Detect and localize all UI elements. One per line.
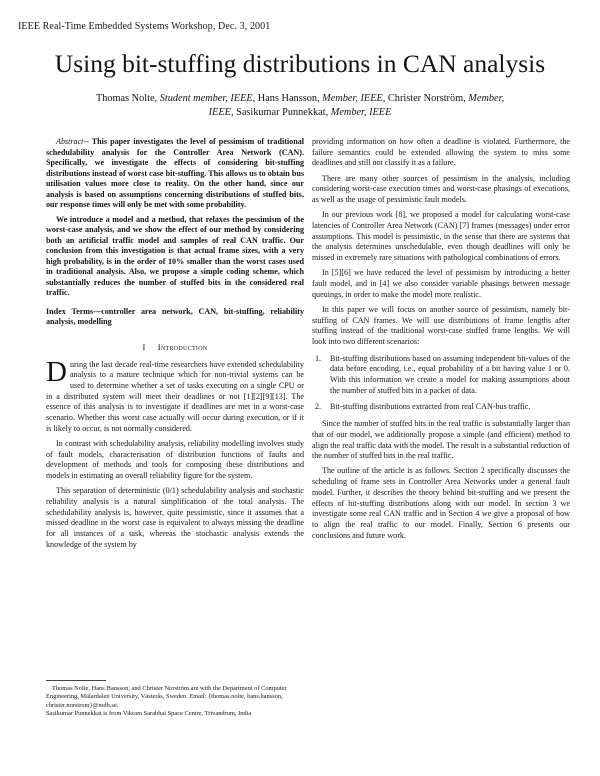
- list-item: [312, 354, 570, 397]
- footnote-paragraph-2: Sasikumar Punnekkat is from Vikram Sarabhai Space Centre, Trivandrum, India: [46, 709, 252, 717]
- author-text: , Christer Norström,: [382, 93, 469, 104]
- section-title: Introduction: [157, 341, 208, 352]
- list-number: 2.: [315, 402, 322, 412]
- abstract-paragraph-1: [46, 137, 304, 211]
- scenario-list: [312, 354, 570, 414]
- footnote-rule: [46, 680, 106, 681]
- author-text: , Hans Hansson,: [252, 93, 323, 104]
- right-paragraph-1: providing information on how often a deadline is violated. Furthermore, the failure semantics could be extended allowing the system to miss some deadlines and still not classify it as a failure.: [312, 137, 570, 168]
- affiliation-footnote: [46, 685, 304, 718]
- list-number: 1.: [315, 353, 322, 363]
- list-text: Bit-stuffing distributions based on assuming independent bit-values of the data before encoding, i.e., equal probability of a bit having value 1 or 0. With this information we create a model for making assumptions about the number of stuffed bits in a packet of data.: [330, 353, 570, 395]
- intro-paragraph-3: This separation of deterministic (0/1) schedulability analysis and stochastic reliability analysis is a natural simplification of the total analysis. The schedulability analysis is, however, quite pessimistic, since it assumes that a missed deadline in the worst case is equivalent to always missing the deadline for all instances of a task, whereas the stochastic analysis extends the knowledge of the system by: [46, 486, 304, 549]
- left-column: [46, 137, 304, 555]
- list-item: [312, 402, 570, 413]
- abstract-text: This paper investigates the level of pessimism of traditional schedulability analysis for the Controller Area Network (CAN). Specifically, we investigate the effects of considering bit-stuffing distributions instead of worst case bit-stuffing. This allows us to obtain bus utilisation values more close to reality. On the other hand, since our analysis is based on assumptions concerning distributions of stuffed bits, our response times will only be met with some probability.: [46, 137, 304, 209]
- list-text: Bit-stuffing distributions extracted from real CAN-bus traffic.: [330, 402, 531, 412]
- author-text: Thomas Nolte,: [95, 93, 160, 104]
- author-title: Student member, IEEE: [159, 93, 253, 104]
- author-line-2: [40, 106, 560, 120]
- intro-paragraph-1: [46, 355, 304, 435]
- drop-cap-letter: D: [46, 355, 67, 388]
- section-number: I: [142, 341, 146, 352]
- author-line-1: [40, 92, 560, 106]
- right-paragraph-4: In [5][6] we have reduced the level of pessimism by introducing a better fault model, and in [4] we also consider variable phasings between message queuings, in order to make the model more realistic.: [312, 268, 570, 299]
- right-paragraph-5: In this paper we will focus on another source of pessimism, namely bit-stuffing of CAN frames. We will use distributions of frame lengths after stuffing instead of the traditional worst-case stuffed frame lengths. We will look into two different scenarios:: [312, 304, 570, 346]
- author-title: IEEE: [208, 107, 231, 118]
- abstract-label: Abstract--: [56, 137, 89, 146]
- paper-title: Using bit-stuffing distributions in CAN analysis: [54, 49, 546, 78]
- author-title: Member,: [468, 93, 505, 104]
- author-text: , Sasikumar Punnekkat,: [230, 107, 331, 118]
- author-list: [40, 92, 560, 120]
- intro-paragraph-1-text: uring the last decade real-time researchers have extended schedulability analysis to a mature technique which for non-trivial systems can be used to determine whether a set of tasks executing on a single CPU or in a distributed system will meet their deadlines or not [1][2][9][13]. The essence of this analysis is to investigate if deadlines are met in a worst-case scenario. Whether this worst case actually will occur during execution, or if it is likely to occur, is not normally considered.: [46, 359, 304, 433]
- right-paragraph-2: There are many other sources of pessimism in the analysis, including considering worst-case execution times and worst-case phasings of executions, as well as the usage of pessimistic fault models.: [312, 173, 570, 205]
- abstract-paragraph-2: We introduce a model and a method, that relaxes the pessimism of the worst-case analysis, and we show the effect of our method by considering both an artificial traffic model and samples of real CAN traffic. Our conclusion from this investigation is that actual frame sizes, with a very high probability, is in the order of 10% smaller than the worst cases used in traditional analysis. Also, we propose a simple coding scheme, which substantially reduces the number of stuffed bits in the considered real traffic.: [46, 214, 304, 297]
- right-column: [312, 137, 570, 546]
- running-header: IEEE Real-Time Embedded Systems Workshop, Dec. 3, 2001: [18, 21, 271, 32]
- author-title: Member, IEEE: [330, 107, 392, 118]
- footnote-paragraph-1: Thomas Nolte, Hans Hansson, and Christer Norström are with the Department of Computer Engineering, Mälardalen University, Västerås, Sweden. Email: {thomas.nolte, hans.hansson, christer.norstrom}@mdh.se.: [46, 685, 287, 709]
- index-terms: Index Terms—controller area network, CAN, bit-stuffing, reliability analysis, modelling: [46, 306, 304, 327]
- right-paragraph-7: The outline of the article is as follows. Section 2 specifically discusses the scheduling of frame sets in Controller Area Networks under a general fault model. Further, it describes the theory behind bit-stuffing and we present the effects of bit-stuffing distributions along with our model. In section 3 we investigate some real CAN traffic and in Section 4 we give a proposal of how to align the real traffic to our model. Finally, Section 6 presents our conclusions and future work.: [312, 466, 570, 540]
- intro-paragraph-2: In contrast with schedulability analysis, reliability modelling involves study of fault models, characterisation of distribution functions of faults and development of methods and tools for composing these distributions and models in estimating an overall reliability figure for the system.: [46, 439, 304, 481]
- right-paragraph-6: Since the number of stuffed bits in the real traffic is substantially larger than that of our model, we additionally propose a simple (and efficient) method to align the real traffic data with the model. The result is a substantial reduction of the number of stuffed bits in the real traffic.: [312, 419, 570, 461]
- author-title: Member, IEEE: [322, 93, 383, 104]
- right-paragraph-3: In our previous work [8], we proposed a model for calculating worst-case latencies of Controller Area Network (CAN) [7] frames (messages) under error assumptions. This model is pessimistic, in the sense that there are systems that the analysis determines unschedulable, even though deadlines will only be missed in extremely rare situations with pathological combinations of errors.: [312, 210, 570, 263]
- section-heading-introduction: [46, 342, 304, 353]
